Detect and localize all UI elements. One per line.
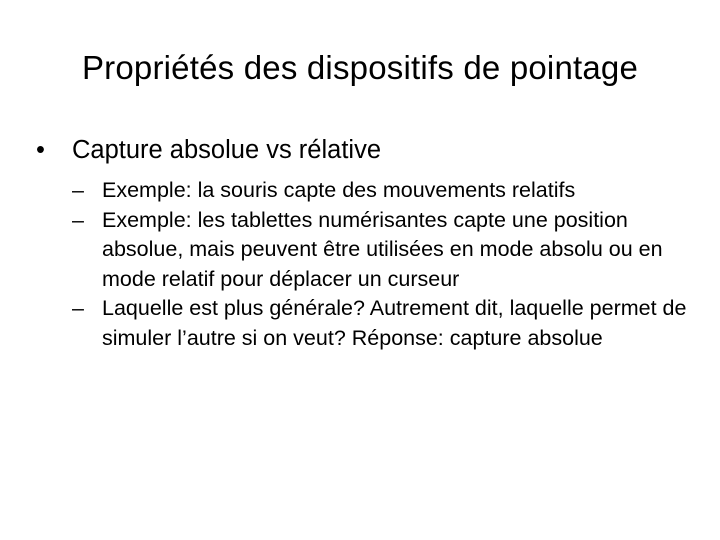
sub-bullet-item: [72, 176, 692, 206]
sub-bullet-text: Laquelle est plus générale? Autrement dit, laquelle permet de simuler l’autre si on veut? Réponse: capture absolue: [102, 296, 687, 350]
sub-bullet-item: [72, 206, 692, 295]
sub-bullet-text: Exemple: la souris capte des mouvements relatifs: [102, 178, 576, 202]
sub-bullet-list: [72, 176, 692, 353]
slide-title: Propriétés des dispositifs de pointage: [81, 49, 639, 86]
dash-marker: –: [72, 207, 84, 232]
dash-marker: –: [72, 178, 84, 202]
sub-bullet-item: [72, 294, 692, 353]
bullet-text: Capture absolue vs rélative: [72, 136, 382, 164]
sub-bullet-text: Exemple: les tablettes numérisantes capte une position absolue, mais peuvent être utilisées en mode absolu ou en mode relatif pour déplacer un curseur: [102, 207, 663, 291]
bullet-item: [36, 131, 686, 169]
dash-marker: –: [72, 296, 84, 320]
bullet-marker: •: [36, 136, 45, 164]
